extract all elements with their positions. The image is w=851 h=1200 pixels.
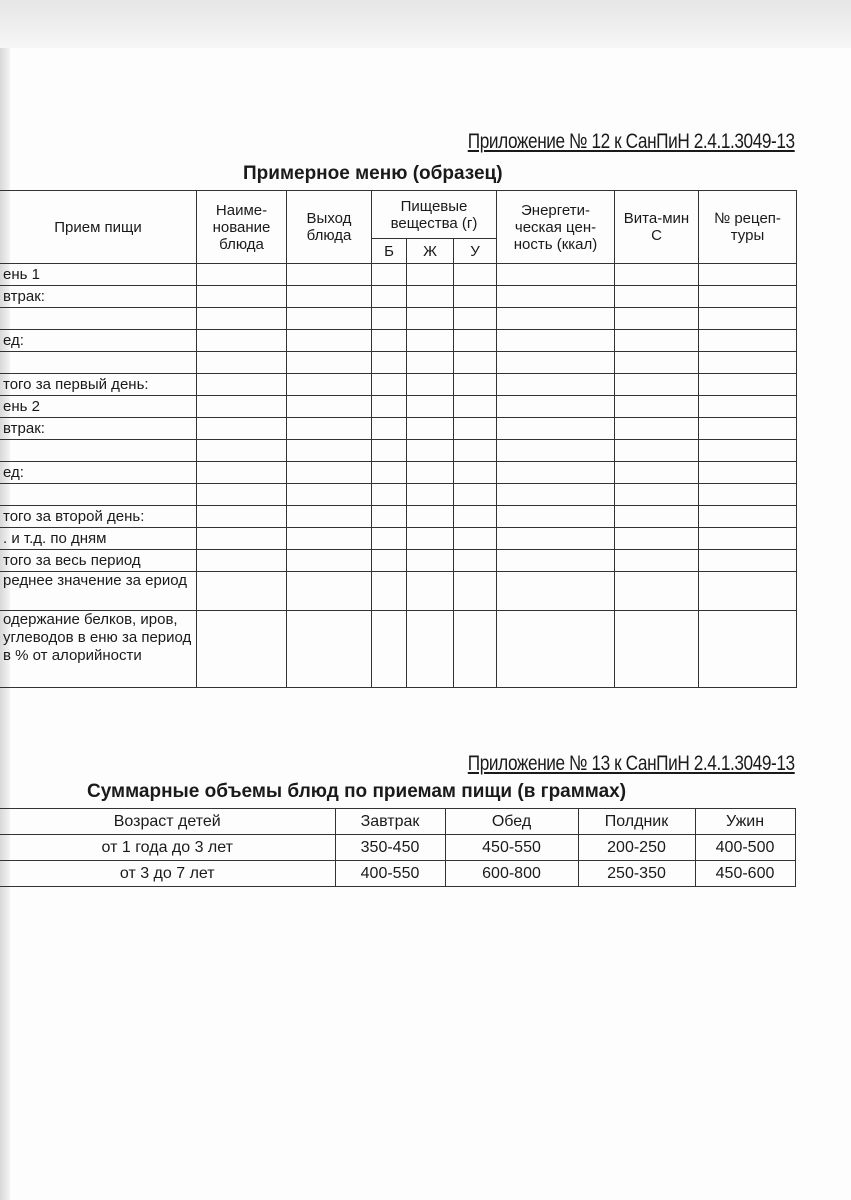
empty-cell: [287, 352, 372, 374]
empty-cell: [407, 550, 454, 572]
empty-cell: [197, 462, 287, 484]
empty-cell: [454, 462, 497, 484]
header-snack: Полдник: [578, 809, 695, 835]
empty-cell: [615, 484, 699, 506]
breakfast-cell: 400-550: [335, 861, 445, 887]
empty-cell: [454, 396, 497, 418]
empty-cell: [407, 462, 454, 484]
lunch-cell: 600-800: [445, 861, 578, 887]
empty-cell: [197, 264, 287, 286]
empty-cell: [287, 330, 372, 352]
empty-cell: [287, 572, 372, 611]
empty-cell: [497, 462, 615, 484]
empty-cell: [615, 611, 699, 688]
empty-cell: [407, 330, 454, 352]
table-row: [0, 550, 797, 572]
empty-cell: [615, 264, 699, 286]
empty-cell: [407, 506, 454, 528]
empty-cell: [454, 330, 497, 352]
empty-cell: [287, 396, 372, 418]
empty-cell: [197, 484, 287, 506]
empty-cell: [454, 572, 497, 611]
empty-cell: [287, 286, 372, 308]
empty-cell: [497, 506, 615, 528]
volumes-title: Суммарные объемы блюд по приемам пищи (в граммах): [87, 781, 627, 802]
empty-cell: [287, 506, 372, 528]
breakfast-cell: 350-450: [335, 835, 445, 861]
empty-cell: [699, 264, 797, 286]
empty-cell: [407, 374, 454, 396]
age-cell: от 3 до 7 лет: [0, 861, 335, 887]
empty-cell: [287, 528, 372, 550]
empty-cell: [615, 352, 699, 374]
table-row: [0, 286, 797, 308]
empty-cell: [287, 264, 372, 286]
empty-cell: [372, 286, 407, 308]
header-dinner: Ужин: [695, 809, 795, 835]
empty-cell: [407, 611, 454, 688]
empty-cell: [699, 308, 797, 330]
table-row: [0, 330, 797, 352]
header-lunch: Обед: [445, 809, 578, 835]
empty-cell: [372, 418, 407, 440]
empty-cell: [497, 308, 615, 330]
empty-cell: [197, 550, 287, 572]
meal-cell: втрак:: [0, 418, 197, 440]
meal-cell: ед:: [0, 462, 197, 484]
empty-cell: [197, 396, 287, 418]
empty-cell: [497, 572, 615, 611]
header-protein: Б: [372, 239, 407, 264]
empty-cell: [699, 506, 797, 528]
meal-cell: того за весь период: [0, 550, 197, 572]
empty-cell: [372, 484, 407, 506]
empty-cell: [197, 611, 287, 688]
table-row: [0, 835, 795, 861]
empty-cell: [407, 264, 454, 286]
empty-cell: [372, 528, 407, 550]
table-row: [0, 462, 797, 484]
empty-cell: [497, 286, 615, 308]
empty-cell: [407, 528, 454, 550]
dinner-cell: 450-600: [695, 861, 795, 887]
meal-cell: того за первый день:: [0, 374, 197, 396]
appendix-12-heading: Приложение № 12 к СанПиН 2.4.1.3049-13: [468, 130, 795, 153]
header-age: Возраст детей: [0, 809, 335, 835]
lunch-cell: 450-550: [445, 835, 578, 861]
empty-cell: [407, 352, 454, 374]
empty-cell: [197, 506, 287, 528]
empty-cell: [287, 308, 372, 330]
meal-cell: того за второй день:: [0, 506, 197, 528]
empty-cell: [407, 396, 454, 418]
empty-cell: [372, 396, 407, 418]
empty-cell: [699, 572, 797, 611]
snack-cell: 250-350: [578, 861, 695, 887]
empty-cell: [454, 308, 497, 330]
empty-cell: [699, 352, 797, 374]
header-carbs: У: [454, 239, 497, 264]
empty-cell: [454, 611, 497, 688]
empty-cell: [372, 330, 407, 352]
empty-cell: [372, 352, 407, 374]
empty-cell: [454, 528, 497, 550]
header-breakfast: Завтрак: [335, 809, 445, 835]
empty-cell: [454, 550, 497, 572]
empty-cell: [197, 528, 287, 550]
empty-cell: [497, 418, 615, 440]
empty-cell: [615, 374, 699, 396]
table-row: [0, 396, 797, 418]
empty-cell: [699, 440, 797, 462]
table-row: [0, 611, 797, 688]
table-row: [0, 264, 797, 286]
empty-cell: [407, 572, 454, 611]
empty-cell: [699, 286, 797, 308]
empty-cell: [197, 572, 287, 611]
empty-cell: [497, 264, 615, 286]
empty-cell: [372, 264, 407, 286]
empty-cell: [197, 330, 287, 352]
empty-cell: [699, 418, 797, 440]
table-row: [0, 352, 797, 374]
empty-cell: [197, 418, 287, 440]
empty-cell: [372, 374, 407, 396]
header-recipe: № рецеп-туры: [699, 191, 797, 264]
empty-cell: [615, 418, 699, 440]
empty-cell: [407, 308, 454, 330]
empty-cell: [197, 308, 287, 330]
empty-cell: [497, 374, 615, 396]
empty-cell: [497, 528, 615, 550]
empty-cell: [699, 611, 797, 688]
empty-cell: [497, 330, 615, 352]
empty-cell: [287, 484, 372, 506]
empty-cell: [497, 611, 615, 688]
empty-cell: [372, 506, 407, 528]
empty-cell: [615, 528, 699, 550]
meal-cell: втрак:: [0, 286, 197, 308]
table-row: [0, 418, 797, 440]
empty-cell: [699, 484, 797, 506]
empty-cell: [497, 352, 615, 374]
appendix-13-heading: Приложение № 13 к СанПиН 2.4.1.3049-13: [468, 752, 795, 775]
empty-cell: [454, 374, 497, 396]
sample-menu-table: [0, 190, 797, 688]
table-row: [0, 861, 795, 887]
meal-cell: [0, 352, 197, 374]
empty-cell: [699, 374, 797, 396]
empty-cell: [407, 418, 454, 440]
empty-cell: [287, 550, 372, 572]
header-vitamin-c: Вита-мин С: [615, 191, 699, 264]
header-fat: Ж: [407, 239, 454, 264]
table-row: [0, 484, 797, 506]
table-row: [0, 374, 797, 396]
empty-cell: [699, 462, 797, 484]
empty-cell: [372, 440, 407, 462]
empty-cell: [407, 440, 454, 462]
empty-cell: [407, 484, 454, 506]
menu-title: Примерное меню (образец): [243, 163, 503, 184]
empty-cell: [615, 396, 699, 418]
empty-cell: [372, 550, 407, 572]
header-yield: Выход блюда: [287, 191, 372, 264]
empty-cell: [699, 528, 797, 550]
empty-cell: [197, 286, 287, 308]
empty-cell: [287, 611, 372, 688]
meal-cell: [0, 308, 197, 330]
empty-cell: [615, 286, 699, 308]
age-cell: от 1 года до 3 лет: [0, 835, 335, 861]
meal-cell: ень 1: [0, 264, 197, 286]
header-energy: Энергети-ческая цен-ность (ккал): [497, 191, 615, 264]
empty-cell: [197, 440, 287, 462]
snack-cell: 200-250: [578, 835, 695, 861]
header-meal: Прием пищи: [0, 191, 197, 264]
empty-cell: [454, 264, 497, 286]
meal-cell: ед:: [0, 330, 197, 352]
empty-cell: [287, 440, 372, 462]
empty-cell: [454, 484, 497, 506]
empty-cell: [615, 308, 699, 330]
empty-cell: [699, 396, 797, 418]
empty-cell: [699, 330, 797, 352]
table-row: [0, 440, 797, 462]
empty-cell: [699, 550, 797, 572]
meal-cell: ень 2: [0, 396, 197, 418]
empty-cell: [497, 396, 615, 418]
empty-cell: [372, 572, 407, 611]
scan-shadow: [0, 0, 851, 48]
empty-cell: [197, 374, 287, 396]
empty-cell: [615, 330, 699, 352]
empty-cell: [454, 352, 497, 374]
empty-cell: [372, 462, 407, 484]
empty-cell: [497, 484, 615, 506]
meal-cell: [0, 484, 197, 506]
empty-cell: [287, 374, 372, 396]
header-dish: Наиме-нование блюда: [197, 191, 287, 264]
table-row: [0, 528, 797, 550]
meal-cell: . и т.д. по дням: [0, 528, 197, 550]
empty-cell: [197, 352, 287, 374]
meal-cell: [0, 440, 197, 462]
empty-cell: [454, 440, 497, 462]
empty-cell: [372, 308, 407, 330]
empty-cell: [615, 440, 699, 462]
meal-cell: реднее значение за ериод: [0, 572, 197, 611]
empty-cell: [615, 550, 699, 572]
table-row: [0, 308, 797, 330]
empty-cell: [454, 286, 497, 308]
table-row: [0, 506, 797, 528]
empty-cell: [407, 286, 454, 308]
empty-cell: [497, 550, 615, 572]
empty-cell: [615, 462, 699, 484]
dinner-cell: 400-500: [695, 835, 795, 861]
empty-cell: [287, 418, 372, 440]
empty-cell: [287, 462, 372, 484]
empty-cell: [372, 611, 407, 688]
empty-cell: [454, 418, 497, 440]
empty-cell: [615, 506, 699, 528]
empty-cell: [615, 572, 699, 611]
meal-volumes-table: [0, 808, 796, 887]
table-row: [0, 572, 797, 611]
meal-cell: одержание белков, иров, углеводов в еню за период в % от алорийности: [0, 611, 197, 688]
empty-cell: [497, 440, 615, 462]
empty-cell: [454, 506, 497, 528]
header-nutrients: Пищевые вещества (г): [372, 191, 497, 239]
